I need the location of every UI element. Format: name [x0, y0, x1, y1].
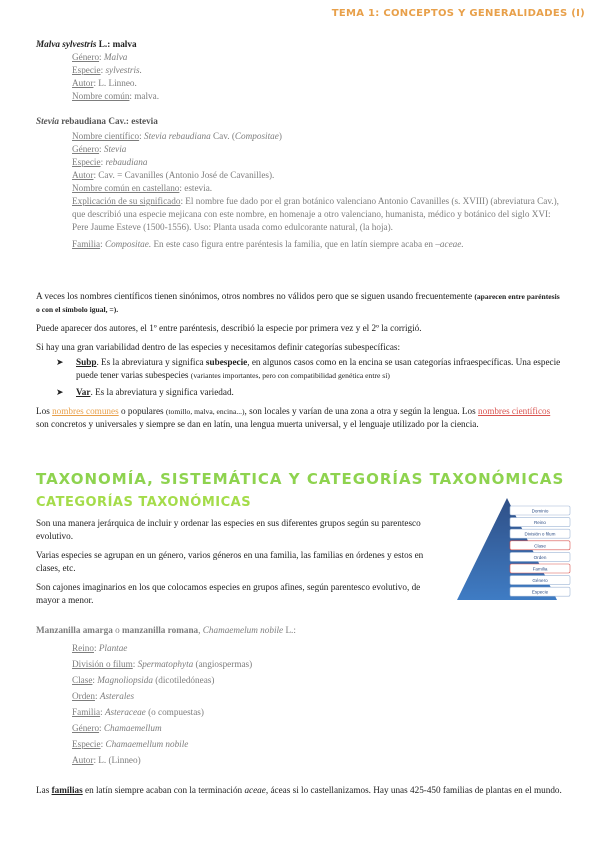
categories-text: [36, 517, 436, 613]
malva-title-rest: L.: malva: [96, 39, 137, 49]
line-sep: :: [100, 65, 106, 75]
line-value: Malva: [103, 52, 128, 62]
malva-line-especie: [72, 64, 564, 77]
title-part: o: [112, 625, 122, 635]
title-part: ,: [198, 625, 203, 635]
pyramid-level-label: División o filum: [524, 531, 556, 537]
bullet-var: [36, 386, 564, 399]
line-sep: :: [93, 78, 99, 88]
line-value: Asterales: [99, 691, 135, 701]
bullet-subp: [36, 356, 564, 382]
line-value: Asteraceae: [104, 707, 146, 717]
bullet-note: (variantes importantes, pero con compatibilidad genética entre sí): [190, 371, 390, 380]
bullet-text: , en algunos casos como en la encina se usan categorías infraespecíficas. Una especie puede tener varias subespecies: [76, 357, 561, 380]
line-extra: (o compuestas): [145, 707, 204, 717]
stevia-title-italic: Stevia: [36, 116, 59, 126]
bullet-text: . Es la abreviatura y significa: [96, 357, 206, 367]
manzanilla-line: [72, 640, 564, 656]
line-sep: :: [99, 723, 104, 733]
familias-paragraph: [36, 784, 564, 797]
line-sep: :: [129, 91, 135, 101]
line-label: Especie: [72, 65, 101, 75]
line-label: Especie: [72, 739, 101, 749]
line-label: Clase: [72, 675, 93, 685]
line-value: rebaudiana: [105, 157, 148, 167]
paragraph-names: [36, 405, 564, 431]
line-value: malva.: [134, 91, 160, 101]
line-sep: :: [99, 52, 104, 62]
section-heading: TAXONOMÍA, SISTEMÁTICA Y CATEGORÍAS TAXONÓMICAS: [36, 470, 565, 488]
bullet-label: Var: [76, 387, 91, 397]
stevia-line-nc: Nombre científico: Stevia rebaudiana Cav. (Compositae): [72, 131, 282, 141]
line-label: Explicación de su significado: [72, 196, 181, 206]
bullet-bold: subespecie: [205, 357, 248, 367]
categories-paragraph-3: Son cajones imaginarios en los que colocamos especies en grupos afines, según parentesco evolutivo, de mayor a menor.: [36, 582, 421, 605]
pyramid-level-label: Especie: [531, 589, 549, 595]
pyramid-level-label: Reino: [533, 520, 547, 526]
paragraph-text: en latín siempre acaban con la terminación: [82, 785, 245, 795]
line-value-italic: Compositae.: [104, 239, 152, 249]
line-sep: :: [94, 691, 100, 701]
line-label: Orden: [72, 691, 95, 701]
stevia-lines: [36, 130, 564, 251]
line-label: Nombre común: [72, 91, 130, 101]
arrow-bullet-icon: ➤: [56, 357, 64, 367]
paragraph-text: Las: [36, 785, 52, 795]
pyramid-level-label: Orden: [533, 554, 547, 560]
malva-line-autor: [72, 77, 564, 90]
stevia-line-comun: Nombre común en castellano: estevia.: [72, 183, 213, 193]
scientific-names-link: nombres científicos: [478, 406, 551, 416]
manzanilla-line: [72, 656, 564, 672]
malva-line-comun: [72, 90, 564, 103]
line-value-family: Compositae: [234, 131, 279, 141]
paragraph-text: son concretos y universales y siempre se dan en latín, una lengua muerta universal, y el lenguaje utilizado por la ciencia.: [36, 419, 479, 429]
paragraph-italic: aceae: [244, 785, 266, 795]
pyramid-level-label: Género: [532, 578, 548, 584]
paragraph-text: Los: [36, 406, 53, 416]
line-sep: :: [100, 739, 106, 749]
bullet-subp-text: [76, 356, 564, 382]
line-value-italic: Stevia rebaudiana: [143, 131, 211, 141]
bullet-var-text: [76, 386, 234, 399]
manzanilla-line: [72, 688, 564, 704]
paragraph-note: (aparecen entre paréntesis o con el símbolo igual, =).: [36, 292, 560, 314]
categories-paragraph-2: Varias especies se agrupan en un género, varios géneros en una familia, las familias en órdenes y estos en clases, etc.: [36, 550, 424, 573]
line-value: Stevia: [103, 144, 127, 154]
manzanilla-block: [36, 624, 564, 768]
paragraph-bold: familias: [51, 785, 83, 795]
stevia-block: [36, 115, 564, 251]
line-sep: :: [132, 659, 138, 669]
line-value: Plantae: [98, 643, 128, 653]
stevia-line-autor: Autor: Cav. = Cavanilles (Antonio José de Cavanilles).: [72, 170, 275, 180]
paragraph-synonyms: [36, 290, 564, 316]
stevia-line-especie: Especie: rebaudiana: [72, 157, 148, 167]
malva-lines: [36, 51, 564, 103]
manzanilla-title: [36, 624, 564, 637]
page-header-title: TEMA 1: CONCEPTOS Y GENERALIDADES (I): [331, 8, 585, 19]
line-value: Magnoliopsida: [97, 675, 153, 685]
line-label: Familia: [72, 707, 101, 717]
stevia-title: [36, 115, 564, 128]
title-part: Manzanilla amarga: [36, 625, 113, 635]
malva-title-italic: Malva sylvestris: [36, 39, 97, 49]
stevia-line-familia: Familia: Compositae. En este caso figura entre paréntesis la familia, que en latín siempre acaba en –aceae.: [72, 239, 464, 249]
line-value: L. (Linneo): [98, 755, 141, 765]
line-extra: (angiospermas): [193, 659, 253, 669]
line-value: El nombre fue dado por el gran botánico valenciano Antonio Cavanilles (s. XVIII) (abreviatura Cav.), que describió una especie mejicana con este nombre, en homenaje a otro valenciano, humanista, médico y botánico del siglo XVI: Pere Jaume Esteve (1500-1556). Uso: Planta usada como edulcorante natural, (la hoja).: [72, 196, 559, 232]
line-value-mid: Cav. (: [210, 131, 235, 141]
manzanilla-line: [72, 736, 564, 752]
line-value: estevia.: [184, 183, 213, 193]
line-value-suffix: aceae.: [439, 239, 464, 249]
pyramid-level-label: Familia: [532, 566, 548, 572]
subsection-heading: CATEGORÍAS TAXONÓMICAS: [36, 495, 252, 510]
title-part: manzanilla romana: [122, 625, 199, 635]
line-label: Nombre científico: [72, 131, 140, 141]
line-value-rest: En este caso figura entre paréntesis la familia, que en latín siempre acaba en –: [151, 239, 440, 249]
malva-block: [36, 38, 564, 103]
malva-line-genero: [72, 51, 564, 64]
line-label: Autor: [72, 170, 94, 180]
stevia-line-expl: Explicación de su significado: El nombre fue dado por el gran botánico valenciano Antonio Cavanilles (s. XVIII) (abreviatura Cav.), que describió una especie mejicana con este nombre, en homenaje a otro valenciano, humanista, médico y botánico del siglo XVI: Pere Jaume Esteve (1500-1556). Uso: Planta usada como edulcorante natural, (la hoja).: [72, 196, 559, 232]
line-sep: :: [92, 675, 98, 685]
taxonomy-pyramid: [455, 494, 575, 606]
line-label: Género: [72, 144, 100, 154]
line-value: Spermatophyta: [137, 659, 194, 669]
title-part: L.:: [283, 625, 296, 635]
line-extra: (dicotiledóneas): [152, 675, 215, 685]
line-label: División o filum: [72, 659, 133, 669]
line-label: Autor: [72, 755, 94, 765]
line-value: L. Linneo.: [98, 78, 137, 88]
line-label: Nombre común en castellano: [72, 183, 180, 193]
manzanilla-line: [72, 704, 564, 720]
body-text: [36, 290, 564, 437]
line-value: Chamaemellum: [103, 723, 162, 733]
line-value: Chamaemellum nobile: [105, 739, 189, 749]
paragraph-subspecific: Si hay una gran variabilidad dentro de las especies y necesitamos definir categorías subespecíficas:: [36, 342, 401, 352]
manzanilla-line: [72, 720, 564, 736]
line-value: Cav. = Cavanilles (Antonio José de Cavanilles).: [98, 170, 275, 180]
line-label: Género: [72, 723, 100, 733]
line-label: Familia: [72, 239, 101, 249]
paragraph-text: , son locales y varían de una zona a otra y según la lengua. Los: [244, 406, 478, 416]
arrow-bullet-icon: ➤: [56, 387, 64, 397]
paragraph-text: o populares: [118, 406, 166, 416]
common-names-link: nombres comunes: [52, 406, 119, 416]
pyramid-level-label: Dominio: [531, 508, 549, 514]
line-label: Autor: [72, 78, 94, 88]
stevia-line-genero: Género: Stevia: [72, 144, 127, 154]
line-sep: :: [93, 643, 99, 653]
paragraph-text: A veces los nombres científicos tienen sinónimos, otros nombres no válidos pero que se siguen usando frecuentemente: [36, 291, 473, 301]
line-sep: :: [100, 707, 105, 717]
line-label: Especie: [72, 157, 101, 167]
manzanilla-lines: [36, 640, 564, 768]
bullet-text: . Es la abreviatura y significa variedad.: [90, 387, 234, 397]
paragraph-authors: Puede aparecer dos autores, el 1º entre paréntesis, describió la especie por primera vez y el 2º la corrigió.: [36, 323, 422, 333]
title-part: Chamaemelum nobile: [202, 625, 284, 635]
line-label: Género: [72, 52, 100, 62]
manzanilla-line: [72, 752, 564, 768]
paragraph-text: , áceas si lo castellanizamos. Hay unas 425-450 familias de plantas en el mundo.: [265, 785, 562, 795]
line-label: Reino: [72, 643, 94, 653]
categories-paragraph-1: Son una manera jerárquica de incluir y ordenar las especies en sus diferentes grupos según su parentesco evolutivo.: [36, 518, 421, 541]
pyramid-level-label: Clase: [534, 543, 546, 549]
manzanilla-line: [72, 672, 564, 688]
line-value: sylvestris.: [105, 65, 142, 75]
line-sep: :: [93, 755, 99, 765]
paragraph-note: (tomillo, malva, encina...): [165, 407, 245, 416]
bullet-label: Subp: [76, 357, 97, 367]
malva-title: [36, 38, 564, 51]
line-value-end: ): [278, 131, 282, 141]
stevia-title-rest: rebaudiana Cav.: estevia: [58, 116, 158, 126]
